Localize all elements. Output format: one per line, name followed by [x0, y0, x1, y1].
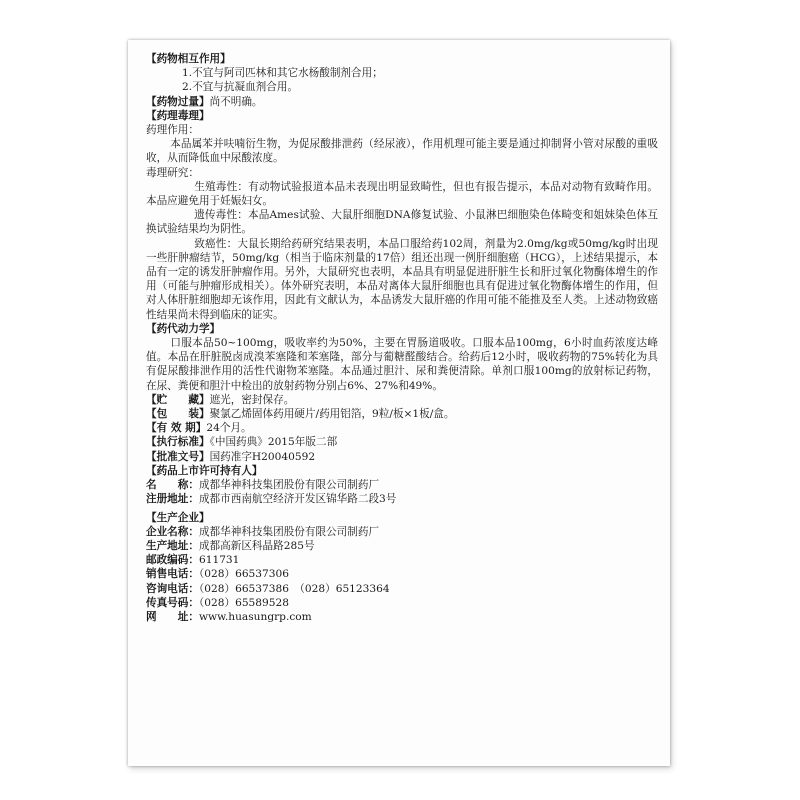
validity-text: 24个月。: [206, 422, 252, 435]
producer-name-key: 企业名称：: [146, 525, 199, 538]
interaction-item-2: 2.不宜与抗凝血剂合用。: [182, 81, 299, 94]
sales-phone-value: （028）66537306: [198, 568, 289, 581]
tox-label: 毒理研究：: [146, 166, 199, 179]
toxicology-heading: 【药理毒理】: [146, 109, 210, 122]
holder-name-key: 名 称：: [146, 479, 199, 492]
consult-phone-value: （028）66537386 （028）65123364: [198, 582, 390, 595]
fax-key: 传真号码：: [146, 596, 199, 609]
producer-address-value: 成都高新区科晶路285号: [198, 539, 315, 552]
holder-address-value: 成都市西南航空经济开发区锦华路二段3号: [198, 493, 397, 506]
overdose-text: 尚不明确。: [209, 95, 263, 108]
website-key: 网 址：: [146, 610, 199, 623]
standard-heading: 【执行标准】: [146, 436, 210, 449]
sales-phone-key: 销售电话：: [146, 568, 199, 581]
validity-heading: 【有 效 期】: [146, 422, 207, 435]
genetic-tox-text: 遗传毒性：本品Ames试验、大鼠肝细胞DNA修复试验、小鼠淋巴细胞染色体畸变和姐妹染色体互换试验结果均为阴性。: [146, 209, 658, 236]
approval-heading: 【批准文号】: [146, 450, 210, 463]
zip-value: 611731: [198, 554, 240, 567]
approval-text: 国药准字H20040592: [209, 450, 316, 463]
package-text: 聚氯乙烯固体药用硬片/药用铝箔，9粒/板×1板/盒。: [209, 408, 455, 421]
holder-address-key: 注册地址：: [146, 493, 199, 506]
interactions-heading: 【药物相互作用】: [146, 53, 231, 65]
fax-value: （028）65589528: [198, 596, 289, 609]
interaction-item-1: 1.不宜与阿司匹林和其它水杨酸制剂合用；: [182, 67, 383, 80]
pk-heading: 【药代动力学】: [146, 322, 221, 335]
storage-heading: 【贮 藏】: [146, 393, 210, 406]
pharm-text: 本品属苯并呋喃衍生物，为促尿酸排泄药（经尿液），作用机理可能主要是通过抑制肾小管对尿酸的重吸收，从而降低血中尿酸浓度。: [146, 138, 658, 165]
producer-address-key: 生产地址：: [146, 539, 199, 552]
repro-tox-text: 生殖毒性：有动物试验报道本品未表现出明显致畸性，但也有报告提示，本品对动物有致畸作用。本品应避免用于妊娠妇女。: [146, 180, 658, 208]
website-value: www.huasungrp.com: [198, 610, 312, 623]
holder-name-value: 成都华神科技集团股份有限公司制药厂: [198, 479, 380, 492]
standard-text: 《中国药典》2015年版二部: [209, 436, 338, 449]
holder-heading: 【药品上市许可持有人】: [146, 464, 263, 477]
carcino-text: 致癌性：大鼠长期给药研究结果表明，本品口服给药102周，剂量为2.0mg/kg或50mg/kg时出现一些肝肿瘤结节，50mg/kg（相当于临床剂量的17倍）组还出现一例肝细胞癌（HCG），上述结果提示，本品有一定的诱发肝肿瘤作用。另外，大鼠研究也表明，本品具有明显促进肝脏生长和肝过氧化物酶体增生的作用（可能与肿瘤形成相关）。体外研究表明，本品对离体大鼠肝细胞也具有促进过氧化物酶体增生的作用，但对人体肝脏细胞却无该作用，因此有文献认为，本品诱发大鼠肝癌的作用可能不能推及至人类。上述动物致癌性结果尚未得到临床的证实。: [146, 237, 658, 321]
storage-text: 遮光，密封保存。: [209, 393, 295, 406]
pk-text: 口服本品50~100mg，吸收率约为50%，主要在胃肠道吸收。口服本品100mg，6小时血药浓度达峰值。本品在肝脏脱卤成溴苯塞隆和苯塞隆，部分与葡糖醛酸结合。给药后12小时，吸收药物的75%转化为具有促尿酸排泄作用的活性代谢物苯塞隆。本品通过胆汁、尿和粪便清除。单剂口服100mg的放射标记药物，在尿、粪便和胆汁中检出的放射药物分别占6%、27%和49%。: [146, 337, 658, 392]
consult-phone-key: 咨询电话：: [146, 582, 199, 595]
producer-heading: 【生产企业】: [146, 511, 210, 524]
producer-name-value: 成都华神科技集团股份有限公司制药厂: [198, 525, 380, 538]
package-heading: 【包 装】: [146, 408, 210, 421]
pharm-label: 药理作用：: [146, 124, 199, 137]
overdose-heading: 【药物过量】: [146, 95, 210, 108]
leaflet-content: [146, 52, 658, 624]
zip-key: 邮政编码：: [146, 554, 199, 567]
